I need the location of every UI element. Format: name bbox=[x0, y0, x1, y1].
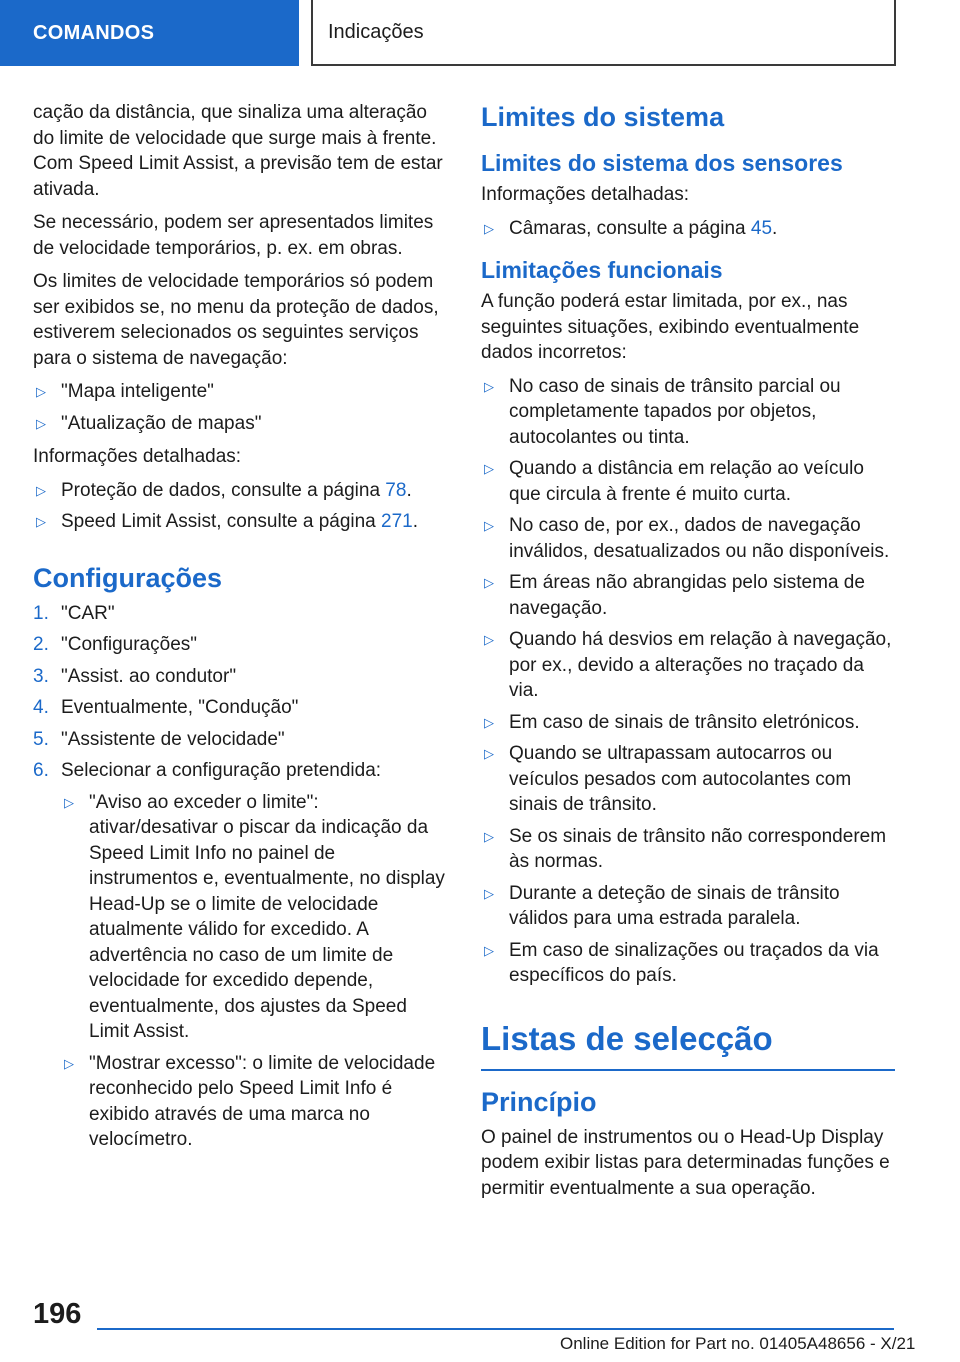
list-item: ▷ Durante a deteção de sinais de trânsito válidos para uma estrada paralela. bbox=[484, 882, 840, 929]
triangle-bullet-icon: ▷ bbox=[484, 575, 494, 590]
details-label: Informações detalhadas: bbox=[481, 184, 690, 205]
triangle-bullet-icon: ▷ bbox=[484, 828, 494, 844]
triangle-bullet-icon: ▷ bbox=[36, 514, 46, 529]
triangle-bullet-icon: ▷ bbox=[484, 461, 494, 476]
subsection-heading: Limitações funcionais bbox=[481, 257, 723, 283]
subsection-heading: Limites do sistema dos sensores bbox=[481, 150, 843, 176]
triangle-bullet-icon: ▷ bbox=[484, 632, 494, 647]
substep-item: ▷ "Mostrar excesso": o limite de velocidade reconhecido pelo Speed Limit Info é exibido através de uma marca no velocímetro. bbox=[64, 1052, 436, 1150]
triangle-bullet-icon: ▷ bbox=[484, 942, 494, 958]
list-item: ▷ "Atualização de mapas" bbox=[33, 411, 448, 437]
triangle-bullet-icon: ▷ bbox=[64, 794, 74, 810]
triangle-bullet-icon: ▷ bbox=[484, 518, 494, 533]
triangle-bullet-icon: ▷ bbox=[484, 220, 494, 236]
step-item: 5. "Assistente de velocidade" bbox=[33, 728, 285, 750]
page-number: 196 bbox=[33, 1298, 82, 1330]
step-item: 6. Selecionar a configuração pretendida: ▷ "Aviso ao exceder o limite": ativar/desativar o piscar da indicação da Speed Limit Info no painel de instrumentos e, eventualmente, no display Head-Up se o limite de velocidade atualmente válido for excedido. A advertência no caso de um limite de velocidade for excedido depende, eventualmente, dos ajustes da Speed Limit Assist. ▷ "Mostrar excesso": o limite de velocidade reconhecido pelo Speed Limit Info é exibido através de uma marca no velocímetro. bbox=[33, 758, 448, 1153]
page-link[interactable]: 45 bbox=[750, 217, 773, 239]
list-item: ▷ Em caso de sinais de trânsito eletrónicos. bbox=[481, 710, 895, 736]
reference-item: ▷ Câmaras, consulte a página 45. bbox=[481, 216, 895, 242]
triangle-bullet-icon: ▷ bbox=[36, 384, 46, 399]
paragraph: O painel de instrumentos ou o Head-Up Display podem exibir listas para determinadas funções e permitir eventualmente a sua operação. bbox=[481, 1126, 890, 1199]
list-item: ▷ Quando a distância em relação ao veículo que circula à frente é muito curta. bbox=[484, 458, 864, 505]
chapter-title: Indicações bbox=[328, 20, 424, 43]
list-item: ▷ Em caso de sinalizações ou traçados da via específicos do país. bbox=[484, 939, 879, 986]
step-item: 3. "Assist. ao condutor" bbox=[33, 665, 237, 687]
step-item: 2. "Configurações" bbox=[33, 634, 198, 655]
paragraph: Se necessário, podem ser apresentados limites de velocidade temporários, p. ex. em obras. bbox=[33, 212, 434, 259]
reference-item: ▷ Speed Limit Assist, consulte a página 271. bbox=[33, 509, 448, 535]
chapter-heading: Listas de selecção bbox=[481, 1015, 895, 1071]
left-column bbox=[33, 100, 448, 1161]
section-heading: Configurações bbox=[33, 562, 223, 593]
reference-item: ▷ Proteção de dados, consulte a página 78. bbox=[33, 478, 448, 504]
triangle-bullet-icon: ▷ bbox=[36, 482, 46, 498]
triangle-bullet-icon: ▷ bbox=[36, 415, 46, 431]
substep-item: ▷ "Aviso ao exceder o limite": ativar/desativar o piscar da indicação da Speed Limit Info no painel de instrumentos e, eventualmente, no display Head-Up se o limite de velocidade atualmente válido for excedido. A advertência no caso de um limite de velocidade for excedido depende, eventualmente, dos ajustes da Speed Limit Assist. bbox=[64, 791, 445, 1042]
triangle-bullet-icon: ▷ bbox=[484, 714, 494, 730]
details-label: Informações detalhadas: bbox=[33, 446, 242, 467]
list-item: ▷ Quando se ultrapassam autocarros ou veículos pesados com autocolantes com sinais de trânsito. bbox=[484, 743, 852, 815]
section-tab bbox=[0, 0, 299, 66]
list-item: ▷ Se os sinais de trânsito não corresponderem às normas. bbox=[484, 825, 887, 872]
footer-divider bbox=[97, 1328, 894, 1330]
list-item: ▷ "Mapa inteligente" bbox=[33, 379, 448, 405]
reference-list bbox=[481, 216, 895, 242]
steps-list bbox=[33, 601, 448, 1153]
section-heading: Limites do sistema bbox=[481, 102, 725, 132]
chapter-header bbox=[311, 0, 896, 66]
triangle-bullet-icon: ▷ bbox=[64, 1055, 74, 1071]
section-title: COMANDOS bbox=[33, 21, 155, 44]
edition-footer: Online Edition for Part no. 01405A48656 - X/21 bbox=[560, 1334, 916, 1353]
services-list bbox=[33, 379, 448, 436]
list-item: ▷ No caso de sinais de trânsito parcial ou completamente tapados por objetos, autocolantes ou tinta. bbox=[484, 375, 841, 448]
paragraph: Os limites de velocidade temporários só podem ser exibidos se, no menu da proteção de dados, estiverem selecionados os seguintes serviços para o sistema de navegação: bbox=[33, 271, 439, 369]
step-item: 1. "CAR" bbox=[33, 602, 115, 624]
triangle-bullet-icon: ▷ bbox=[484, 746, 494, 761]
list-item: ▷ No caso de, por ex., dados de navegação inválidos, desatualizados ou não disponíveis. bbox=[484, 515, 890, 562]
page-link[interactable]: 271 bbox=[381, 511, 413, 532]
substeps-list bbox=[61, 790, 448, 1153]
step-item: 4. Eventualmente, "Condução" bbox=[33, 697, 299, 718]
limitations-list bbox=[481, 374, 895, 989]
page-link[interactable]: 78 bbox=[385, 479, 407, 501]
paragraph: A função poderá estar limitada, por ex., nas seguintes situações, exibindo eventualmente dados incorretos: bbox=[481, 291, 860, 363]
paragraph: cação da distância, que sinaliza uma alteração do limite de velocidade que surge mais à frente. Com Speed Limit Assist, a previsão tem de estar ativada. bbox=[33, 102, 443, 200]
section-heading: Princípio bbox=[481, 1086, 597, 1117]
list-item: ▷ Quando há desvios em relação à navegação, por ex., devido a alterações no traçado da via. bbox=[484, 629, 892, 701]
triangle-bullet-icon: ▷ bbox=[484, 885, 494, 901]
right-column bbox=[481, 100, 895, 1209]
reference-list bbox=[33, 478, 448, 535]
list-item: ▷ Em áreas não abrangidas pelo sistema de navegação. bbox=[484, 572, 865, 619]
triangle-bullet-icon: ▷ bbox=[484, 378, 494, 394]
